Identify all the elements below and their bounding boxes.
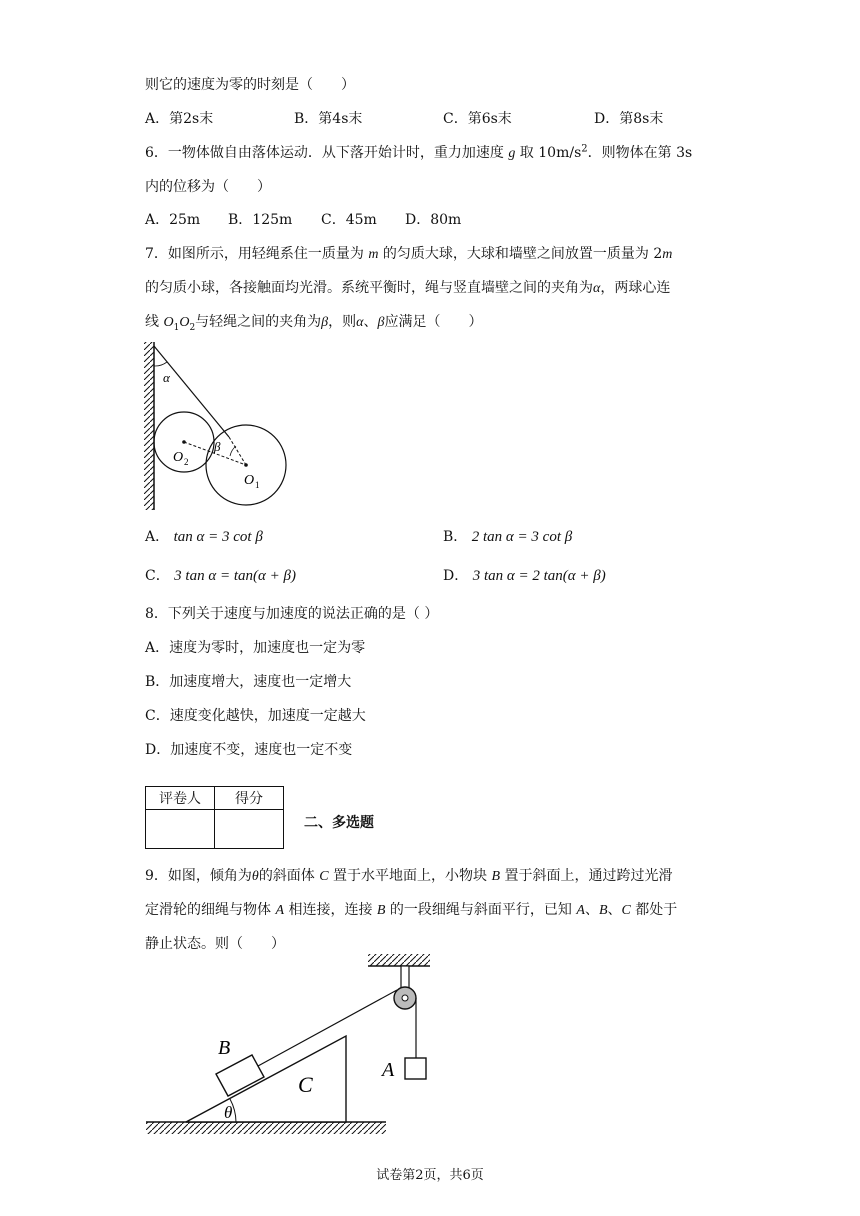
q7-stem-line3: 线 $O_1O_2$与轻绳之间的夹角为β，则α、β应满足（ ） <box>145 314 483 333</box>
q9-stem-line2: 定滑轮的细绳与物体 A 相连接，连接 B 的一段细绳与斜面平行，已知 A、B、C 都处于 <box>145 902 678 918</box>
o1-subscript: 1 <box>255 480 260 490</box>
q7-figure-balls-wall <box>138 338 298 514</box>
alpha-label: α <box>163 370 170 385</box>
label-b: B <box>218 1037 231 1059</box>
o2-subscript: 2 <box>184 457 189 467</box>
section-title: 二、多选题 <box>304 815 374 831</box>
incline-c <box>186 1036 346 1122</box>
q6-stem-line2: 内的位移为（ ） <box>145 179 271 195</box>
q6-option-a: A．25m <box>145 212 201 228</box>
q7-formula-a: tan α = 3 cot β <box>173 529 263 545</box>
q5-option-a: A．第2s末 <box>145 111 214 127</box>
center-o2 <box>182 440 186 444</box>
q5-option-b: B．第4s末 <box>294 111 363 127</box>
q7-option-d: D． 3 tan α = 2 tan(α + β) <box>443 568 606 584</box>
q6-stem-line1: 6．一物体做自由落体运动．从下落开始计时，重力加速度 g 取 $10m/s^2$．则物体在第 3s <box>145 143 693 161</box>
q5-option-d: D．第8s末 <box>594 111 664 127</box>
q9-stem-line3: 静止状态。则（ ） <box>145 936 285 952</box>
center-o1 <box>244 463 248 467</box>
wall-hatching <box>144 342 154 510</box>
q6-option-c: C．45m <box>321 212 377 228</box>
q5-stem-tail: 则它的速度为零的时刻是（ ） <box>145 77 355 93</box>
score-table-score-header: 得分 <box>215 787 284 810</box>
q9-figure-incline-pulley <box>140 950 440 1140</box>
alpha-arc <box>154 362 167 366</box>
label-theta: θ <box>224 1103 233 1122</box>
pulley-axle <box>402 995 408 1001</box>
q7-formula-c: 3 tan α = tan(α + β) <box>174 568 296 584</box>
q8-option-a: A．速度为零时，加速度也一定为零 <box>145 640 366 656</box>
q7-stem-line2: 的匀质小球，各接触面均光滑。系统平衡时，绳与竖直墙壁之间的夹角为α，两球心连 <box>145 280 671 296</box>
q5-option-c: C．第6s末 <box>443 111 512 127</box>
label-c: C <box>298 1072 313 1097</box>
q8-option-d: D．加速度不变，速度也一定不变 <box>145 742 353 758</box>
q7-formula-d: 3 tan α = 2 tan(α + β) <box>472 568 606 584</box>
q6-option-d: D．80m <box>405 212 462 228</box>
o2-label: O <box>173 450 184 465</box>
q7-stem-line1: 7．如图所示，用轻绳系住一质量为 m 的匀质大球，大球和墙壁之间放置一质量为 2m <box>145 246 673 262</box>
score-table-score-cell <box>215 810 284 849</box>
label-a: A <box>382 1059 395 1081</box>
q9-stem-line1: 9．如图，倾角为θ的斜面体 C 置于水平地面上，小物块 B 置于斜面上，通过跨过光滑 <box>145 868 673 884</box>
score-table-grader-header: 评卷人 <box>146 787 215 810</box>
ground-hatching <box>146 1122 386 1134</box>
score-table <box>145 786 284 849</box>
q8-option-b: B．加速度增大，速度也一定增大 <box>145 674 352 690</box>
q8-option-c: C．速度变化越快，加速度一定越大 <box>145 708 366 724</box>
beta-label: β <box>214 439 221 454</box>
page-footer: 试卷第2页，共6页 <box>376 1168 484 1183</box>
score-table-grader-cell <box>146 810 215 849</box>
q6-option-b: B．125m <box>228 212 293 228</box>
ceiling-hatching <box>368 954 430 966</box>
block-a <box>405 1058 426 1079</box>
q7-option-a: A． tan α = 3 cot β <box>145 529 263 545</box>
q8-stem: 8．下列关于速度与加速度的说法正确的是（ ） <box>145 606 439 622</box>
rope-line <box>154 346 229 437</box>
q7-formula-b: 2 tan α = 3 cot β <box>471 529 573 545</box>
q7-option-c: C． 3 tan α = tan(α + β) <box>145 568 296 584</box>
q7-option-b: B． 2 tan α = 3 cot β <box>443 529 573 545</box>
o1-label: O <box>244 473 255 488</box>
